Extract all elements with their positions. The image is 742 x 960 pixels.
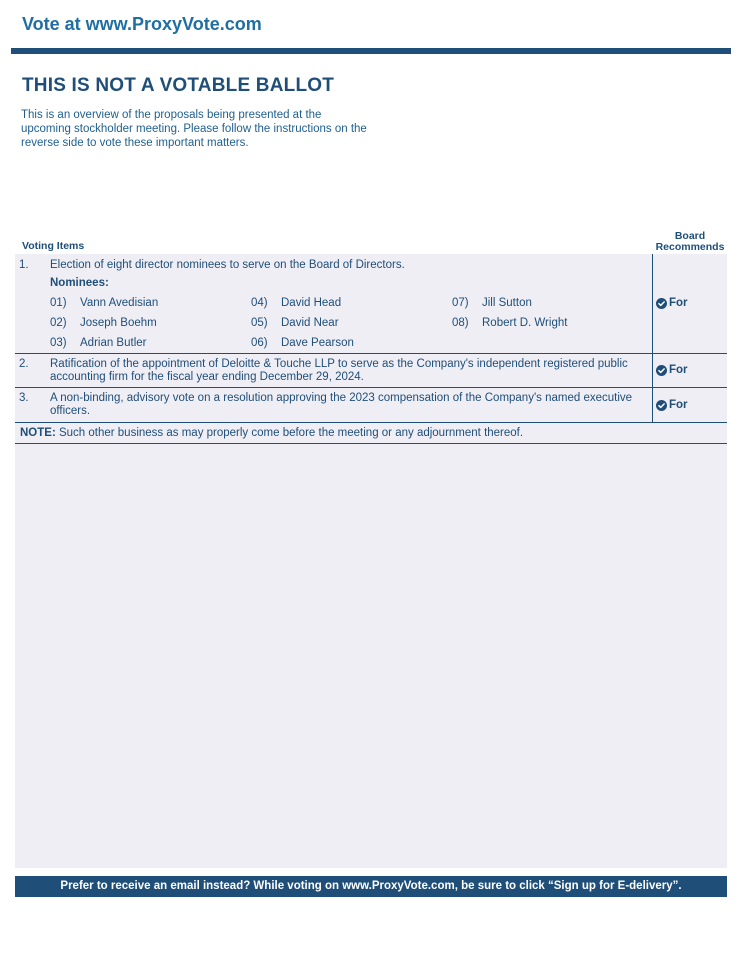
check-circle-icon <box>656 298 667 309</box>
note-line <box>20 427 523 439</box>
item-2-text: Ratification of the appointment of Deloitte & Touche LLP to serve as the Company's independent registered public accounting firm for the fiscal year ending December 29, 2024. <box>50 358 628 383</box>
item-3-recommendation: For <box>656 399 688 411</box>
recommendation-column-divider <box>652 254 653 422</box>
row-divider-3 <box>15 422 727 423</box>
item-3-text: A non-binding, advisory vote on a resolution approving the 2023 compensation of the Company's named executive officers. <box>50 392 633 417</box>
board-header-line1: Board <box>674 230 706 242</box>
item-2-number: 2. <box>19 358 29 370</box>
check-circle-icon <box>656 365 667 376</box>
intro-paragraph: This is an overview of the proposals being presented at the upcoming stockholder meeting. Please follow the instructions on the reverse side to vote these important matters. <box>21 109 367 149</box>
item-3-number: 3. <box>19 392 29 404</box>
item-1-number: 1. <box>19 259 29 271</box>
edelivery-footer-banner: Prefer to receive an email instead? While voting on www.ProxyVote.com, be sure to click “Sign up for E-delivery”. <box>15 876 727 897</box>
item-2-recommendation: For <box>656 364 688 376</box>
row-divider-1 <box>15 353 727 354</box>
item-1-recommendation: For <box>656 297 688 309</box>
page-title: THIS IS NOT A VOTABLE BALLOT <box>22 75 335 96</box>
voting-items-header: Voting Items <box>22 240 85 252</box>
row-divider-2 <box>15 387 727 388</box>
row-divider-4 <box>15 443 727 444</box>
nominee-05: 05) David Near <box>251 317 339 329</box>
nominee-01: 01) Vann Avedisian <box>50 297 159 309</box>
nominees-label: Nominees: <box>50 277 109 289</box>
nominee-06: 06) Dave Pearson <box>251 337 354 349</box>
note-text: Such other business as may properly come before the meeting or any adjournment thereof. <box>55 427 524 439</box>
check-circle-icon <box>656 400 667 411</box>
nominee-03: 03) Adrian Butler <box>50 337 147 349</box>
board-header-line2: Recommends <box>655 241 725 253</box>
item-1-text: Election of eight director nominees to serve on the Board of Directors. <box>50 259 405 271</box>
header-divider <box>11 48 731 54</box>
proxyvote-header-link[interactable]: Vote at www.ProxyVote.com <box>22 14 262 34</box>
note-label: NOTE: <box>20 427 56 439</box>
board-recommends-header <box>652 231 728 253</box>
nominee-08: 08) Robert D. Wright <box>452 317 568 329</box>
nominee-04: 04) David Head <box>251 297 342 309</box>
nominee-07: 07) Jill Sutton <box>452 297 532 309</box>
nominee-02: 02) Joseph Boehm <box>50 317 157 329</box>
